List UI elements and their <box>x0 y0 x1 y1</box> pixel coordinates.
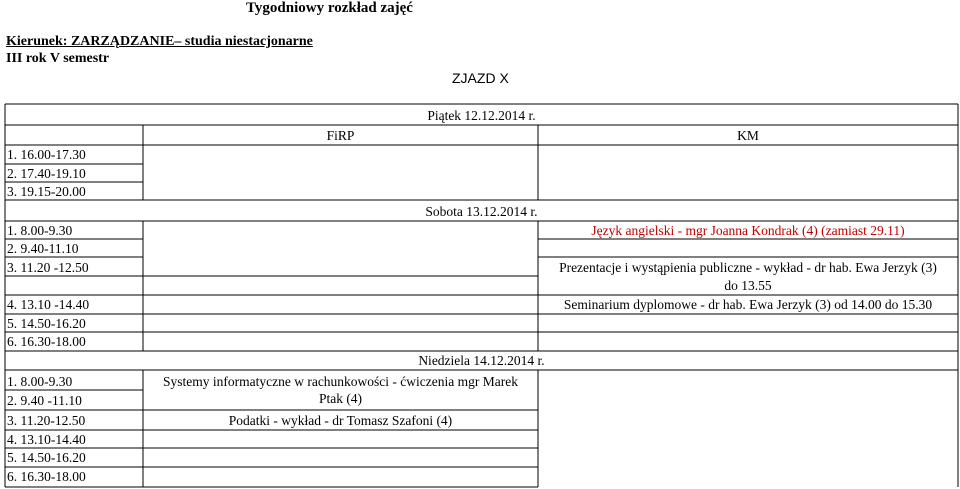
page-title: Tygodniowy rozkład zajęć <box>246 0 413 16</box>
column-firp: FiRP <box>326 128 355 143</box>
saturday-date: Sobota 13.12.2014 r. <box>425 204 538 219</box>
kierunek-label: Kierunek: ZARZĄDZANIE– studia niestacjonarne <box>6 34 313 49</box>
sunday-slot-5: 5. 14.50-16.20 <box>7 450 86 465</box>
class-prezentacje: Prezentacje i wystąpienia publiczne - wykład - dr hab. Ewa Jerzyk (3) <box>559 260 937 275</box>
saturday-slot-3: 3. 11.20 -12.50 <box>7 260 89 275</box>
friday-date: Piątek 12.12.2014 r. <box>427 108 536 123</box>
sunday-slot-4: 4. 13.10-14.40 <box>7 432 86 447</box>
saturday-slot-4: 4. 13.10 -14.40 <box>7 297 90 312</box>
saturday-slot-5: 5. 14.50-16.20 <box>7 316 86 331</box>
sunday-slot-6: 6. 16.30-18.00 <box>7 469 86 484</box>
saturday-slot-2: 2. 9.40-11.10 <box>7 241 79 256</box>
zjazd-label: ZJAZD X <box>452 70 509 86</box>
sunday-slot-3: 3. 11.20-12.50 <box>7 413 86 428</box>
class-podatki: Podatki - wykład - dr Tomasz Szafoni (4) <box>228 413 453 428</box>
friday-slot-2: 2. 17.40-19.10 <box>7 166 86 181</box>
column-km: KM <box>737 128 759 143</box>
sunday-slot-1: 1. 8.00-9.30 <box>7 374 73 389</box>
friday-slot-3: 3. 19.15-20.00 <box>7 184 86 199</box>
sunday-slot-2: 2. 9.40 -11.10 <box>7 393 82 408</box>
class-prezentacje-end: do 13.55 <box>724 278 772 293</box>
class-seminarium: Seminarium dyplomowe - dr hab. Ewa Jerzyk (3) od 14.00 do 15.30 <box>563 297 933 312</box>
sunday-date: Niedziela 14.12.2014 r. <box>418 353 545 368</box>
saturday-slot-6: 6. 16.30-18.00 <box>7 334 86 349</box>
saturday-slot-1: 1. 8.00-9.30 <box>7 223 73 238</box>
class-systemy-teacher: Ptak (4) <box>318 391 363 406</box>
year-semester-label: III rok V semestr <box>6 51 110 66</box>
friday-slot-1: 1. 16.00-17.30 <box>7 147 86 162</box>
class-systemy: Systemy informatyczne w rachunkowości - ćwiczenia mgr Marek <box>162 374 518 389</box>
class-english: Język angielski - mgr Joanna Kondrak (4) (zamiast 29.11) <box>591 223 905 238</box>
